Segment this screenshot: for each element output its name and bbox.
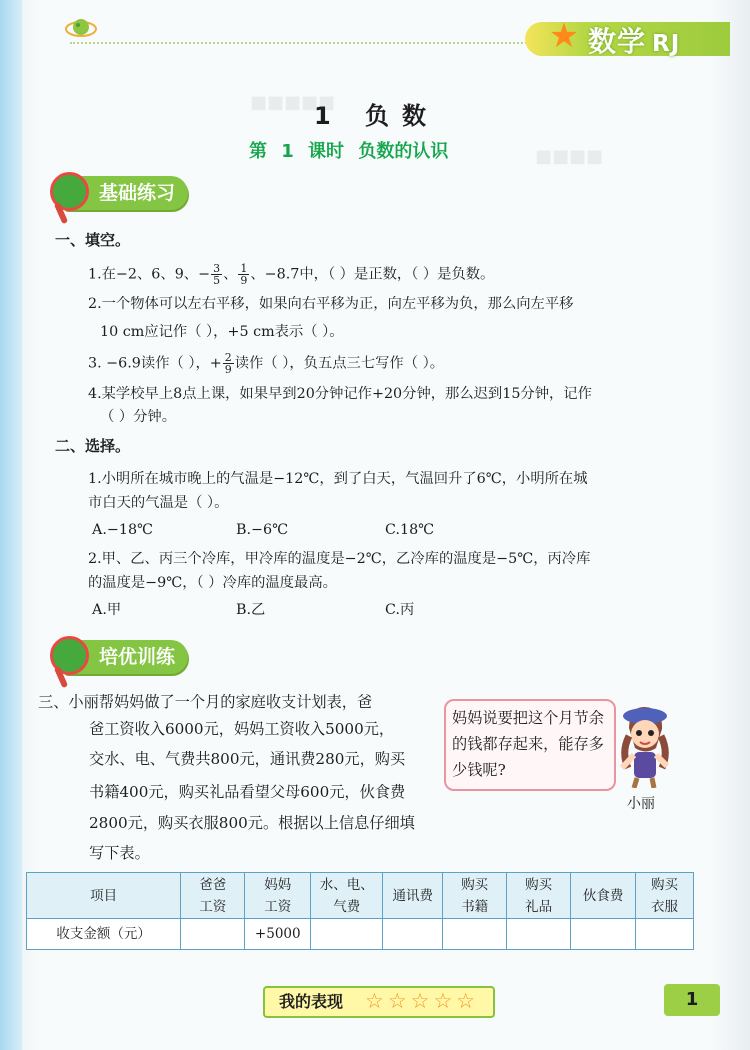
- fill-q1-separator: 、: [223, 266, 238, 283]
- girl-name-label: 小丽: [627, 796, 655, 812]
- fraction-numerator: 1: [240, 262, 248, 275]
- fraction-2-9: [223, 352, 234, 375]
- table-row: [27, 919, 694, 950]
- row-label-cell: 收支金额（元）: [27, 919, 181, 950]
- choice-q1-option-c: C.18℃: [385, 522, 435, 538]
- fill-q3-suffix: 读作（ ），负五点三七写作（ ）。: [234, 355, 445, 372]
- subject-name: 数学: [588, 25, 647, 58]
- table-header-row: [27, 873, 694, 919]
- magnifier-icon: [50, 172, 89, 211]
- fraction-1-9: [238, 263, 249, 286]
- choice-q2-option-a: A.甲: [92, 602, 122, 618]
- fill-question-2-line-2: 10 cm应记作（ ），+5 cm表示（ ）。: [100, 324, 344, 340]
- table-cell: [507, 919, 571, 950]
- advanced-training-label: 培优训练: [99, 646, 176, 668]
- chapter-title: 1 负数: [314, 102, 440, 130]
- table-cell: [311, 919, 383, 950]
- subject-label: [588, 20, 680, 60]
- table-header-cell: 购买 礼品: [507, 873, 571, 919]
- header-dotted-line: [70, 42, 530, 44]
- basic-practice-badge: [62, 176, 188, 210]
- fraction-numerator: 2: [224, 351, 232, 364]
- choice-q2-option-b: B.乙: [236, 602, 266, 618]
- magnifier-icon: [50, 636, 89, 675]
- table-cell: [636, 919, 694, 950]
- fraction-denominator: 9: [240, 274, 248, 287]
- table-header-cell: 妈妈 工资: [245, 873, 311, 919]
- fill-q1-suffix: 、−8.7中，（ ）是正数，（ ）是负数。: [250, 266, 495, 283]
- binding-edge: [0, 0, 22, 1050]
- problem-3-line-6: 写下表。: [89, 844, 150, 862]
- page-number: 1: [664, 984, 720, 1016]
- girl-illustration: [614, 700, 674, 788]
- choice-q1-option-a: A.−18℃: [92, 522, 154, 538]
- table-cell: [181, 919, 245, 950]
- table-header-cell: 水、电、 气费: [311, 873, 383, 919]
- table-header-cell: 购买 书籍: [443, 873, 507, 919]
- choice-q2-option-c: C.丙: [385, 602, 415, 618]
- fill-question-3: [88, 352, 444, 375]
- performance-box: [263, 986, 495, 1018]
- star-icon: ★: [548, 16, 580, 56]
- fill-question-4-line-1: 4.某学校早上8点上课，如果早到20分钟记作+20分钟，那么迟到15分钟，记作: [88, 386, 592, 402]
- planet-icon: [64, 15, 98, 41]
- fill-question-2-line-1: 2.一个物体可以左右平移，如果向右平移为正，向左平移为负，那么向左平移: [88, 296, 574, 312]
- lesson-title: 第 1 课时 负数的认识: [249, 141, 449, 162]
- fill-question-4-line-2: （ ）分钟。: [100, 409, 177, 425]
- fraction-numerator: 3: [213, 262, 221, 275]
- advanced-training-badge: [62, 640, 188, 674]
- table-header-cell: 购买 衣服: [636, 873, 694, 919]
- basic-practice-label: 基础练习: [99, 182, 176, 204]
- fill-question-1: [88, 263, 494, 286]
- table-header-cell: 伙食费: [571, 873, 636, 919]
- table-header-cell: 通讯费: [383, 873, 443, 919]
- speech-bubble-text: 妈妈说要把这个月节余的钱都存起来，能存多少钱呢?: [452, 709, 604, 779]
- table-header-cell: 项目: [27, 873, 181, 919]
- choice-question-1-line-1: 1.小明所在城市晚上的气温是−12℃，到了白天，气温回升了6℃，小明所在城: [88, 471, 588, 487]
- choice-heading: 二、选择。: [55, 437, 131, 455]
- table-cell: [383, 919, 443, 950]
- choice-question-2-line-1: 2.甲、乙、丙三个冷库，甲冷库的温度是−2℃，乙冷库的温度是−5℃，丙冷库: [88, 551, 591, 567]
- background-bleed-text-2: ■■■■: [535, 146, 604, 167]
- fraction-denominator: 9: [224, 363, 232, 376]
- problem-3-line-3: 交水、电、气费共800元，通讯费280元，购买: [89, 750, 406, 768]
- problem-3-line-2: 爸工资收入6000元，妈妈工资收入5000元，: [89, 720, 395, 738]
- fill-q3-prefix: 3. −6.9读作（ ），+: [88, 355, 222, 372]
- fraction-denominator: 5: [213, 274, 221, 287]
- problem-3-line-1: 三、小丽帮妈妈做了一个月的家庭收支计划表，爸: [38, 693, 373, 711]
- table-cell: [571, 919, 636, 950]
- performance-stars[interactable]: ☆☆☆☆☆: [365, 989, 480, 1013]
- problem-3-line-5: 2800元，购买衣服800元。根据以上信息仔细填: [89, 814, 415, 832]
- fill-q1-prefix: 1.在−2、6、9、−: [88, 266, 211, 283]
- table-header-cell: 爸爸 工资: [181, 873, 245, 919]
- background-bleed-text: ■■■■■: [250, 92, 336, 113]
- problem-3-line-4: 书籍400元，购买礼品看望父母600元，伙食费: [89, 783, 406, 801]
- table-cell: [443, 919, 507, 950]
- fraction-3-5: [211, 263, 222, 286]
- table-cell: +5000: [245, 919, 311, 950]
- choice-question-1-line-2: 市白天的气温是（ ）。: [88, 495, 229, 511]
- choice-question-2-line-2: 的温度是−9℃，（ ）冷库的温度最高。: [88, 575, 337, 591]
- performance-label: 我的表现: [279, 992, 344, 1011]
- edition-label: RJ: [652, 31, 681, 57]
- fill-blank-heading: 一、填空。: [55, 231, 131, 249]
- budget-table: [26, 872, 694, 950]
- choice-q1-option-b: B.−6℃: [236, 522, 289, 538]
